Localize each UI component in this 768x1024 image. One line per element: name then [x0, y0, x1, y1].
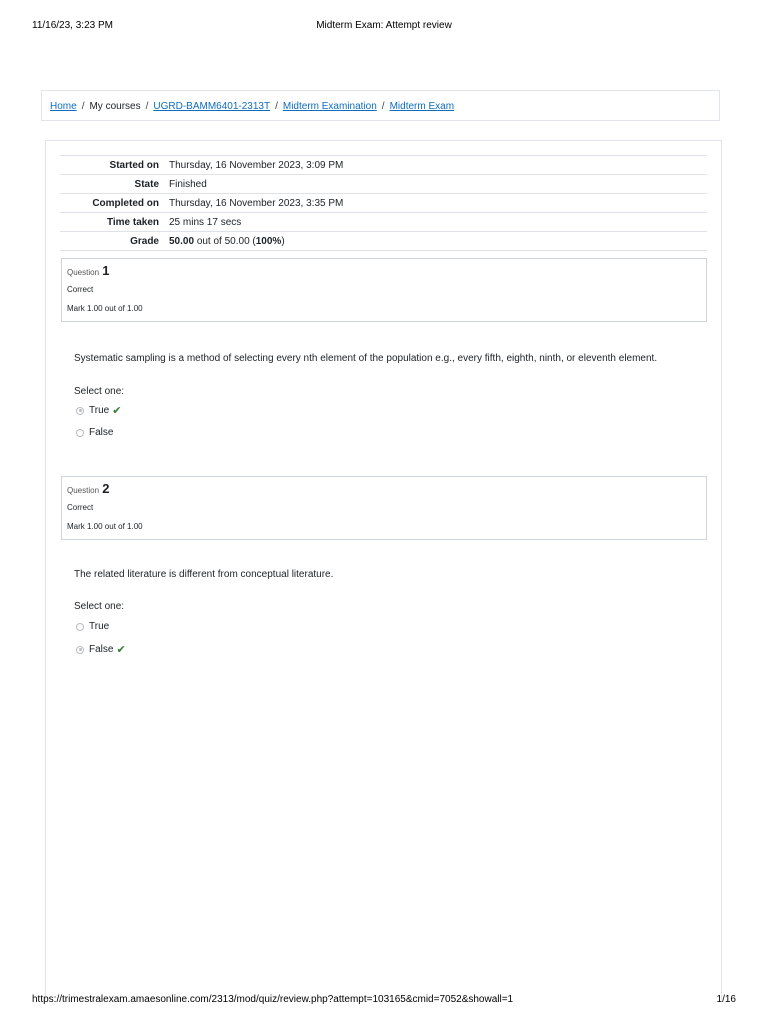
breadcrumb-section-link[interactable]: Midterm Examination: [282, 101, 377, 112]
question-mark: Mark 1.00 out of 1.00: [67, 304, 143, 313]
grade-percent: 100%: [255, 235, 282, 247]
question-number: [67, 481, 110, 496]
radio-icon[interactable]: [76, 407, 84, 415]
question-number-value: 2: [102, 481, 110, 496]
summary-label: Time taken: [106, 216, 159, 228]
question-prefix: Question: [67, 268, 100, 277]
print-title: Midterm Exam: Attempt review: [316, 20, 452, 31]
radio-icon[interactable]: [76, 623, 84, 631]
breadcrumb-home-link[interactable]: Home: [50, 101, 77, 112]
summary-value: Thursday, 16 November 2023, 3:35 PM: [169, 197, 344, 209]
page-number: 1/16: [716, 994, 736, 1005]
breadcrumb-course-link[interactable]: UGRD-BAMM6401-2313T: [153, 101, 271, 112]
print-footer: [0, 992, 768, 1012]
select-one-prompt: Select one:: [74, 601, 125, 612]
check-icon: ✔: [116, 644, 126, 656]
question-info-1: [61, 258, 707, 322]
summary-row-completed: [60, 194, 707, 213]
answer-label: False: [89, 644, 114, 655]
summary-label: State: [134, 178, 159, 190]
summary-value: Finished: [169, 178, 207, 190]
breadcrumb: [50, 101, 454, 112]
attempt-summary-table: [60, 155, 707, 251]
question-text-1: Systematic sampling is a method of selecting every nth element of the population e.g., every fifth, eighth, ninth, or eleventh element.: [74, 353, 658, 364]
summary-row-started: [60, 156, 707, 175]
question-prefix: Question: [67, 486, 100, 495]
select-one-prompt: Select one:: [74, 386, 125, 397]
summary-value: 25 mins 17 secs: [169, 216, 242, 228]
question-number-value: 1: [102, 263, 110, 278]
answer-option-false[interactable]: [76, 643, 126, 656]
breadcrumb-separator: /: [145, 101, 149, 112]
print-header: [0, 0, 768, 40]
question-state: Correct: [67, 285, 94, 294]
question-text-2: The related literature is different from conceptual literature.: [74, 569, 334, 580]
question-number: [67, 263, 110, 278]
page-url: https://trimestralexam.amaesonline.com/2313/mod/quiz/review.php?attempt=103165&cmid=7052&showall=1: [32, 994, 514, 1005]
breadcrumb-separator: /: [381, 101, 385, 112]
summary-row-time-taken: [60, 213, 707, 232]
grade-out-of: out of 50.00: [196, 235, 250, 247]
summary-label: Grade: [130, 235, 159, 247]
answer-option-true[interactable]: [76, 621, 109, 632]
breadcrumb-quiz-link[interactable]: Midterm Exam: [389, 101, 455, 112]
answer-option-false[interactable]: [76, 427, 113, 438]
print-datetime: 11/16/23, 3:23 PM: [32, 20, 113, 31]
breadcrumb-separator: /: [81, 101, 85, 112]
grade-score: 50.00: [169, 235, 195, 247]
summary-row-state: [60, 175, 707, 194]
answer-label: False: [89, 427, 114, 438]
answer-option-true[interactable]: [76, 404, 121, 417]
question-mark: Mark 1.00 out of 1.00: [67, 522, 143, 531]
question-state: Correct: [67, 503, 94, 512]
radio-icon[interactable]: [76, 646, 84, 654]
summary-label: Completed on: [92, 197, 159, 209]
grade-value: 50.00 out of 50.00 (100%): [169, 235, 285, 247]
radio-icon[interactable]: [76, 429, 84, 437]
breadcrumb-my-courses: My courses: [89, 101, 141, 112]
breadcrumb-bar: [41, 90, 720, 121]
question-info-2: [61, 476, 707, 540]
check-icon: ✔: [112, 405, 122, 417]
answer-label: True: [89, 621, 110, 632]
summary-row-grade: [60, 232, 707, 251]
breadcrumb-separator: /: [275, 101, 278, 112]
summary-label: Started on: [109, 159, 159, 171]
summary-value: Thursday, 16 November 2023, 3:09 PM: [169, 159, 344, 171]
answer-label: True: [89, 405, 110, 416]
